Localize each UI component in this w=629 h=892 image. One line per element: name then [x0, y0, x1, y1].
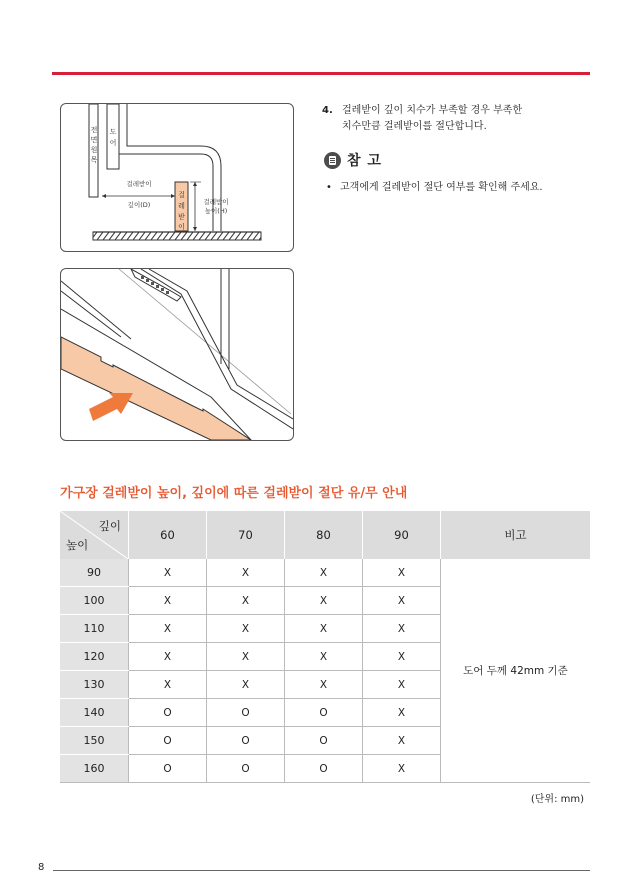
front-panel-char: 원	[90, 146, 98, 154]
step-line-2: 치수만큼 걸레받이를 절단합니다.	[342, 121, 487, 132]
table-cell: X	[285, 587, 363, 615]
step-4	[322, 103, 592, 135]
remark-cell: 도어 두께 42mm 기준	[441, 559, 591, 783]
unit-note: (단위: mm)	[530, 794, 584, 805]
column-header: 90	[363, 511, 441, 559]
height-label: 걸레받이	[203, 198, 229, 206]
table-cell: X	[363, 671, 441, 699]
depth-label: 깊이(D)	[127, 201, 151, 209]
table-cell: X	[129, 671, 207, 699]
front-panel-char: 면	[90, 136, 98, 144]
table-cell: X	[207, 671, 285, 699]
table-cell: O	[285, 755, 363, 783]
top-accent-rule	[52, 72, 590, 75]
row-header: 150	[60, 727, 129, 755]
note-header	[324, 150, 382, 170]
door-char: 도	[109, 128, 117, 136]
table-cell: X	[285, 559, 363, 587]
skirting-char: 레	[178, 202, 185, 210]
skirting-cut-table	[60, 511, 590, 783]
table-cell: X	[285, 643, 363, 671]
row-header: 160	[60, 755, 129, 783]
skirting-section-diagram	[60, 103, 294, 252]
section-drawing	[61, 104, 293, 251]
table-cell: O	[285, 727, 363, 755]
door-char: 어	[109, 139, 117, 147]
table-cell: X	[129, 559, 207, 587]
front-panel-char: 전	[90, 126, 98, 134]
table-cell: X	[129, 615, 207, 643]
table-cell: X	[129, 643, 207, 671]
height-label: 높이(H)	[204, 207, 228, 215]
table-row	[60, 559, 590, 587]
table-title: 가구장 걸레받이 높이, 깊이에 따른 걸레받이 절단 유/무 안내	[60, 486, 408, 501]
skirting-char: 걸	[178, 191, 185, 199]
table-cell: X	[363, 587, 441, 615]
table-cell: O	[129, 755, 207, 783]
remark-header: 비고	[441, 511, 591, 559]
row-header: 110	[60, 615, 129, 643]
corner-height-label: 높이	[66, 538, 89, 552]
table-cell: O	[207, 755, 285, 783]
row-header: 120	[60, 643, 129, 671]
column-header: 70	[207, 511, 285, 559]
table-cell: X	[363, 727, 441, 755]
bullet-icon: •	[326, 182, 332, 193]
table-cell: X	[363, 755, 441, 783]
column-header: 80	[285, 511, 363, 559]
front-panel-char: 목	[90, 156, 98, 164]
row-header: 100	[60, 587, 129, 615]
column-header: 60	[129, 511, 207, 559]
note-item	[326, 178, 543, 193]
page-number: 8	[38, 862, 45, 873]
corner-depth-label: 깊이	[98, 519, 121, 533]
note-title: 참 고	[347, 153, 382, 169]
skirting-char: 이	[178, 223, 185, 231]
memo-icon	[324, 152, 341, 169]
table-cell: X	[363, 615, 441, 643]
table-cell: X	[207, 587, 285, 615]
row-header: 130	[60, 671, 129, 699]
table-cell: O	[207, 727, 285, 755]
table-cell: X	[285, 615, 363, 643]
table-cell: X	[363, 643, 441, 671]
table-cell: O	[285, 699, 363, 727]
table-cell: X	[363, 559, 441, 587]
table-cell: X	[207, 615, 285, 643]
skirting-char: 받	[178, 213, 185, 221]
row-header: 140	[60, 699, 129, 727]
cut-drawing	[61, 269, 293, 440]
table-cell: X	[207, 559, 285, 587]
skirting-cut-illustration	[60, 268, 294, 441]
row-header: 90	[60, 559, 129, 587]
depth-label: 걸레받이	[126, 180, 152, 188]
arrow-icon	[89, 393, 133, 421]
note-text: 고객에게 걸레받이 절단 여부를 확인해 주세요.	[340, 182, 543, 193]
table-cell: X	[285, 671, 363, 699]
table-cell: X	[363, 699, 441, 727]
bottom-rule	[53, 870, 590, 871]
table-cell: O	[129, 727, 207, 755]
corner-header	[60, 511, 129, 559]
table-header-row	[60, 511, 590, 559]
step-line-1: 걸레받이 깊이 치수가 부족할 경우 부족한	[342, 105, 523, 116]
table-cell: X	[207, 643, 285, 671]
table-cell: O	[207, 699, 285, 727]
skirting-board-shape	[61, 337, 251, 440]
step-number: 4.	[322, 105, 333, 116]
table-cell: O	[129, 699, 207, 727]
table-cell: X	[129, 587, 207, 615]
